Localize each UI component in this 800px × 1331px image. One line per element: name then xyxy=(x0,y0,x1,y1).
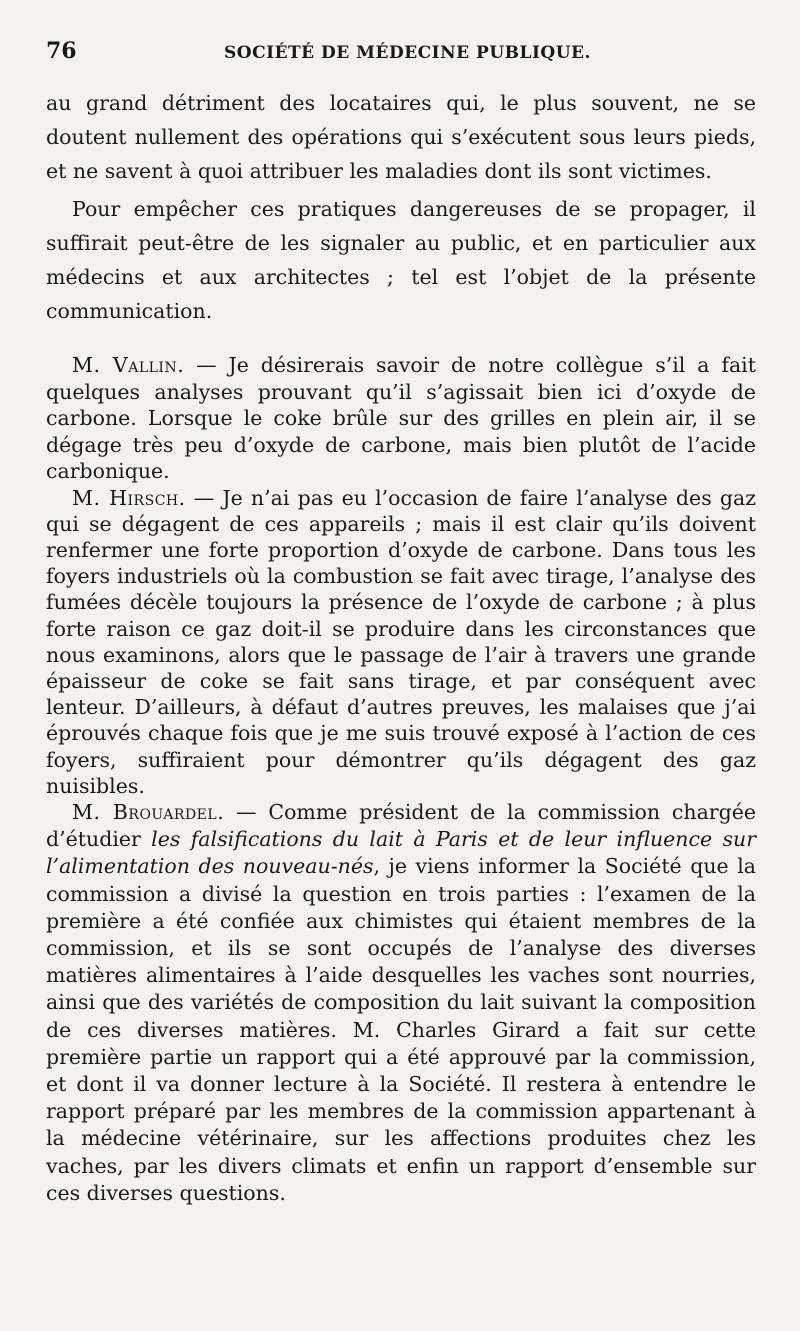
speaker-vallin: M. Vallin. xyxy=(72,353,185,377)
paragraph-hirsch xyxy=(46,485,756,799)
paragraph-brouardel xyxy=(46,799,756,1207)
brouardel-remark-end: , je viens informer la Société que la commission a divisé la question en trois parties : l’examen de la première a été confiée aux chimistes qui étaient membres de la commission, et ils se sont occupés de l’analyse des diverses matières alimentaires à l’aide desquelles les vaches sont nourries, ainsi que des variétés de composition du lait suivant la composition de ces diverses matières. M. Charles Girard a fait sur cette première partie un rapport qui a été approuvé par la commission, et dont il va donner lecture à la Société. Il restera à entendre le rapport préparé par les membres de la commission appartenant à la médecine vétérinaire, sur les affections produites chez les vaches, par les divers climats et enfin un rapport d’ensemble sur ces diverses questions. xyxy=(46,854,756,1205)
brouardel-remark-start: — Comme président de la commission chargée d’étudier xyxy=(46,799,756,852)
paragraph-vallin xyxy=(46,352,756,485)
commission-title: les falsifications du lait à Paris et de leur influence sur l’alimentation des nouveau-nés xyxy=(46,827,756,879)
page-header xyxy=(46,38,756,80)
hirsch-remark: — Je n’ai pas eu l’occasion de faire l’analyse des gaz qui se dégagent de ces appareils ; mais il est clair qu’ils doivent renfermer une forte proportion d’oxyde de carbone. Dans tous les foyers industriels où la combustion se fait avec tirage, l’analyse des fumées décèle toujours la présence de l’oxyde de carbone ; à plus forte raison ce gaz doit-il se produire dans les circonstances que nous examinons, alors que le passage de l’air à travers une grande épaisseur de coke se fait sans tirage, et par conséquent avec lenteur. D’ailleurs, à défaut d’autres preuves, les malaises que j’ai éprouvés chaque fois que je me suis trouvé exposé à l’action de ces foyers, suffiraient pour démontrer qu’ils dégagent des gaz nuisibles. xyxy=(46,485,757,798)
vallin-block xyxy=(46,352,756,485)
paragraph-continuation: au grand détriment des locataires qui, le plus souvent, ne se doutent nullement des opérations qui s’exécutent sous leurs pieds, et ne savent à quoi attribuer les maladies dont ils sont victimes. xyxy=(46,91,756,183)
vallin-remark: — Je désirerais savoir de notre collègue s’il a fait quelques analyses prouvant qu’il s’agissait bien ici d’oxyde de carbone. Lorsque le coke brûle sur des grilles en plein air, il se dégage très peu d’oxyde de carbone, mais bien plutôt de l’acide carbonique. xyxy=(46,353,756,483)
paragraph-conclusion: Pour empêcher ces pratiques dangereuses de se propager, il suffirait peut-être de les signaler au public, et en particulier aux médecins et aux architectes ; tel est l’objet de la présente communication. xyxy=(46,197,756,323)
speaker-brouardel: M. Brouardel. xyxy=(72,799,225,824)
brouardel-block xyxy=(46,799,756,1207)
running-head: SOCIÉTÉ DE MÉDECINE PUBLIQUE. xyxy=(224,43,591,63)
page-number: 76 xyxy=(46,38,77,64)
hirsch-block xyxy=(46,485,756,799)
speaker-hirsch: M. Hirsch. xyxy=(72,485,186,510)
